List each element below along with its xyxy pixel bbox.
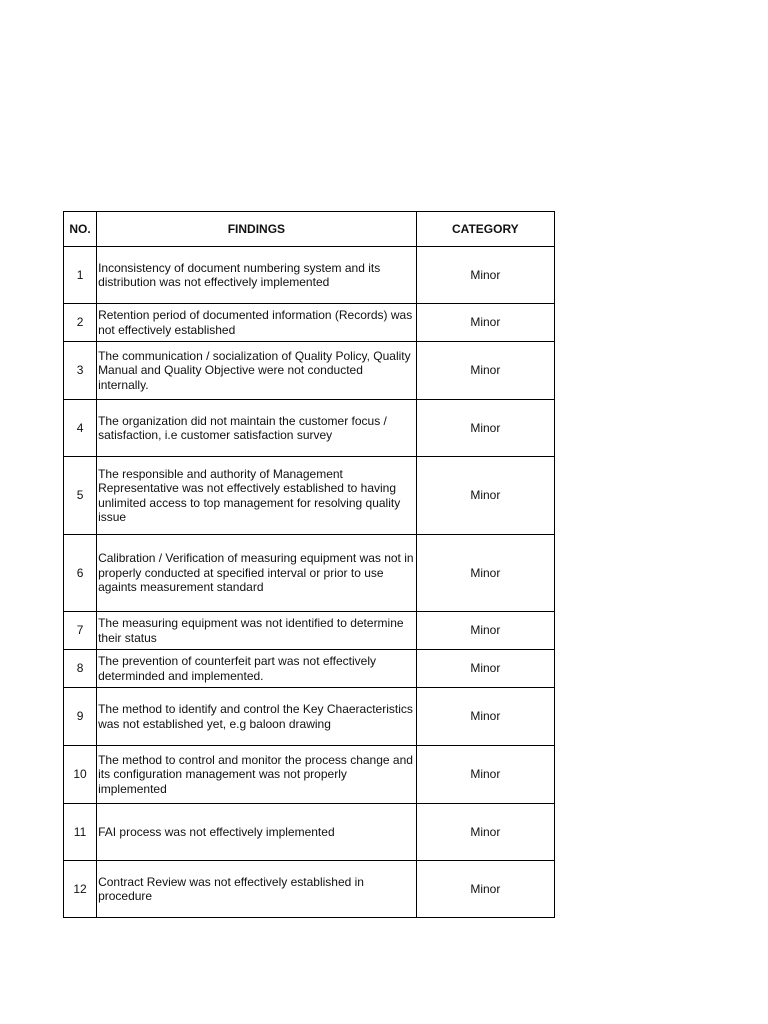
findings-table (63, 211, 555, 918)
table-row (64, 612, 555, 650)
finding-text: Retention period of documented information (Records) was not effectively established (97, 304, 417, 342)
finding-number: 2 (64, 304, 97, 342)
finding-text: FAI process was not effectively implemented (97, 804, 417, 861)
finding-category: Minor (416, 304, 554, 342)
finding-text: The organization did not maintain the customer focus / satisfaction, i.e customer satisfaction survey (97, 400, 417, 457)
finding-category: Minor (416, 247, 554, 304)
finding-text: The prevention of counterfeit part was not effectively determinded and implemented. (97, 650, 417, 688)
finding-number: 10 (64, 746, 97, 804)
table-row (64, 400, 555, 457)
finding-category: Minor (416, 688, 554, 746)
table-row (64, 804, 555, 861)
finding-number: 8 (64, 650, 97, 688)
table-row (64, 247, 555, 304)
finding-text: Inconsistency of document numbering system and its distribution was not effectively implemented (97, 247, 417, 304)
finding-number: 3 (64, 342, 97, 400)
finding-category: Minor (416, 861, 554, 918)
header-category: CATEGORY (416, 212, 554, 247)
table-row (64, 650, 555, 688)
finding-number: 4 (64, 400, 97, 457)
finding-category: Minor (416, 612, 554, 650)
finding-number: 5 (64, 457, 97, 535)
table-row (64, 861, 555, 918)
finding-number: 11 (64, 804, 97, 861)
finding-category: Minor (416, 746, 554, 804)
finding-category: Minor (416, 457, 554, 535)
findings-body (64, 247, 555, 918)
table-header-row (64, 212, 555, 247)
finding-text: The measuring equipment was not identified to determine their status (97, 612, 417, 650)
header-findings: FINDINGS (97, 212, 417, 247)
finding-category: Minor (416, 650, 554, 688)
finding-number: 6 (64, 535, 97, 612)
finding-category: Minor (416, 342, 554, 400)
table-row (64, 746, 555, 804)
finding-text: The communication / socialization of Quality Policy, Quality Manual and Quality Objective were not conducted internally. (97, 342, 417, 400)
header-no: NO. (64, 212, 97, 247)
finding-category: Minor (416, 804, 554, 861)
finding-text: The method to control and monitor the process change and its configuration management was not properly implemented (97, 746, 417, 804)
finding-number: 7 (64, 612, 97, 650)
finding-text: Calibration / Verification of measuring equipment was not in properly conducted at specified interval or prior to use againts measurement standard (97, 535, 417, 612)
finding-number: 9 (64, 688, 97, 746)
finding-number: 1 (64, 247, 97, 304)
finding-category: Minor (416, 535, 554, 612)
table-row (64, 457, 555, 535)
finding-text: Contract Review was not effectively established in procedure (97, 861, 417, 918)
finding-number: 12 (64, 861, 97, 918)
finding-text: The method to identify and control the Key Chaeracteristics was not established yet, e.g baloon drawing (97, 688, 417, 746)
table-row (64, 304, 555, 342)
finding-category: Minor (416, 400, 554, 457)
table-row (64, 688, 555, 746)
table-row (64, 342, 555, 400)
finding-text: The responsible and authority of Management Representative was not effectively established to having unlimited access to top management for resolving quality issue (97, 457, 417, 535)
table-row (64, 535, 555, 612)
